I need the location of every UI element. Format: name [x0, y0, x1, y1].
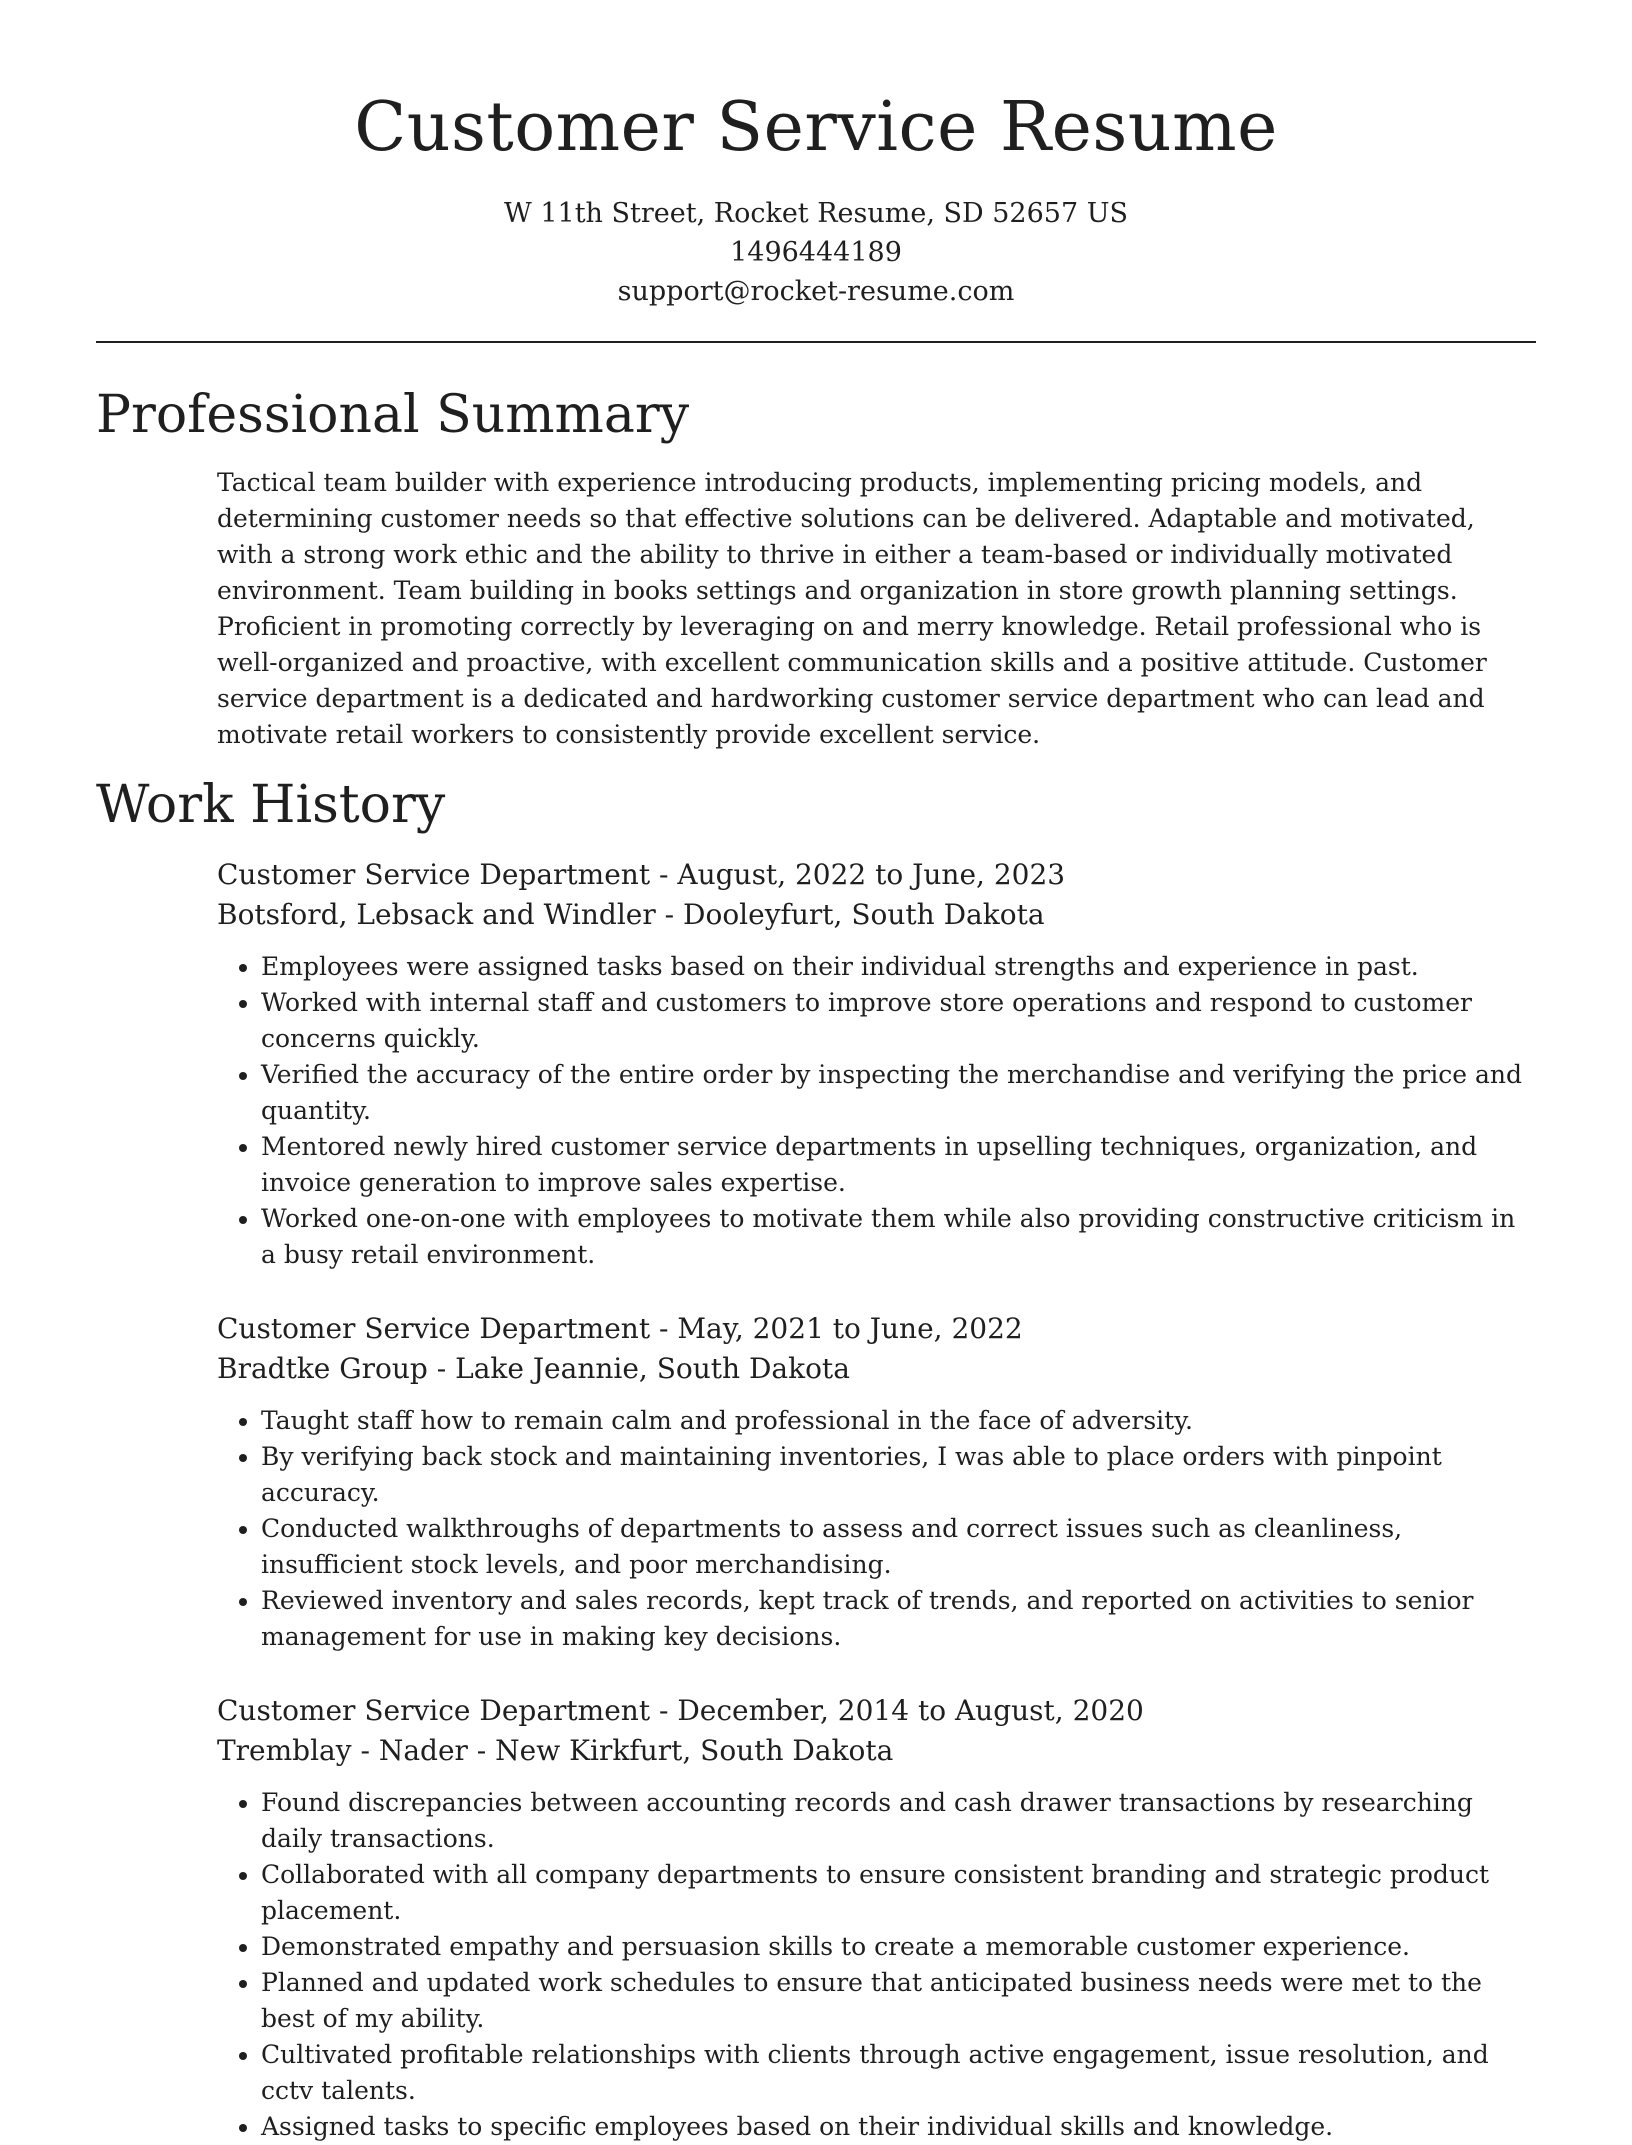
summary-heading: Professional Summary — [96, 385, 690, 445]
work-history-section — [217, 855, 1536, 2145]
job-company: Botsford, Lebsack and Windler — [217, 898, 656, 931]
job-role: Customer Service Department — [217, 1312, 651, 1345]
job-bullet: • Cultivated profitable relationships with clients through active engagement, issue resolution, and cctv talents. — [261, 2037, 1536, 2109]
job-bullet: • Demonstrated empathy and persuasion skills to create a memorable customer experience. — [261, 1929, 1536, 1965]
work-history-heading: Work History — [96, 775, 446, 835]
resume-title: Customer Service Resume — [354, 88, 1278, 167]
contact-block — [96, 194, 1536, 311]
job-bullet: • Reviewed inventory and sales records, kept track of trends, and reported on activities to senior management for use in making key decisions. — [261, 1583, 1536, 1655]
job-role: Customer Service Department — [217, 858, 651, 891]
job-bullet: • Found discrepancies between accounting records and cash drawer transactions by researching daily transactions. — [261, 1785, 1536, 1857]
job-location: - New Kirkfurt, South Dakota — [467, 1734, 894, 1767]
job-bullets — [217, 1403, 1536, 1655]
job-location: - Lake Jeannie, South Dakota — [427, 1352, 850, 1385]
job-bullet: • Assigned tasks to specific employees based on their individual skills and knowledge. — [261, 2109, 1536, 2145]
job-entry — [217, 1309, 1536, 1655]
job-entry — [217, 1691, 1536, 2145]
job-bullet: • Worked one-on-one with employees to motivate them while also providing constructive criticism in a busy retail environment. — [261, 1201, 1536, 1273]
job-bullet: • Verified the accuracy of the entire order by inspecting the merchandise and verifying the price and quantity. — [261, 1057, 1536, 1129]
resume-header — [96, 0, 1536, 311]
job-bullet: • Collaborated with all company departments to ensure consistent branding and strategic product placement. — [261, 1857, 1536, 1929]
job-dates: - August, 2022 to June, 2023 — [650, 858, 1066, 891]
job-bullets — [217, 949, 1536, 1273]
contact-phone: 1496444189 — [730, 237, 902, 268]
summary-text: Tactical team builder with experience introducing products, implementing pricing models, and determining customer needs so that effective solutions can be delivered. Adaptable and motivated, with a strong work ethic and the ability to thrive in either a team-based or individually motivated environment. Team building in books settings and organization in store growth planning settings. Proficient in promoting correctly by leveraging on and merry knowledge. Retail professional who is well-organized and proactive, with excellent communication skills and a positive attitude. Customer service department is a dedicated and hardworking customer service department who can lead and motivate retail workers to consistently provide excellent service. — [217, 468, 1487, 749]
job-bullet: • Employees were assigned tasks based on their individual strengths and experience in past. — [261, 949, 1536, 985]
job-bullet: • Planned and updated work schedules to ensure that anticipated business needs were met to the best of my ability. — [261, 1965, 1536, 2037]
job-company-line — [217, 1349, 1536, 1389]
job-bullet: • Mentored newly hired customer service departments in upselling techniques, organization, and invoice generation to improve sales expertise. — [261, 1129, 1536, 1201]
header-divider — [96, 341, 1536, 343]
job-role-line — [217, 1309, 1536, 1349]
job-company: Bradtke Group — [217, 1352, 428, 1385]
contact-address: W 11th Street, Rocket Resume, SD 52657 US — [504, 198, 1128, 229]
job-company-line — [217, 1731, 1536, 1771]
job-role-line — [217, 855, 1536, 895]
job-dates: - May, 2021 to June, 2022 — [650, 1312, 1023, 1345]
summary-section — [217, 465, 1536, 753]
job-bullet: • Taught staff how to remain calm and professional in the face of adversity. — [261, 1403, 1536, 1439]
job-bullets — [217, 1785, 1536, 2145]
job-company-line — [217, 895, 1536, 935]
job-company: Tremblay - Nader — [217, 1734, 468, 1767]
job-dates: - December, 2014 to August, 2020 — [650, 1694, 1144, 1727]
job-bullet: • By verifying back stock and maintaining inventories, I was able to place orders with pinpoint accuracy. — [261, 1439, 1536, 1511]
job-role-line — [217, 1691, 1536, 1731]
contact-email: support@rocket-resume.com — [617, 276, 1015, 307]
job-entry — [217, 855, 1536, 1273]
job-role: Customer Service Department — [217, 1694, 651, 1727]
job-bullet: • Conducted walkthroughs of departments to assess and correct issues such as cleanliness, insufficient stock levels, and poor merchandising. — [261, 1511, 1536, 1583]
job-bullet: • Worked with internal staff and customers to improve store operations and respond to customer concerns quickly. — [261, 985, 1536, 1057]
job-location: - Dooleyfurt, South Dakota — [655, 898, 1045, 931]
